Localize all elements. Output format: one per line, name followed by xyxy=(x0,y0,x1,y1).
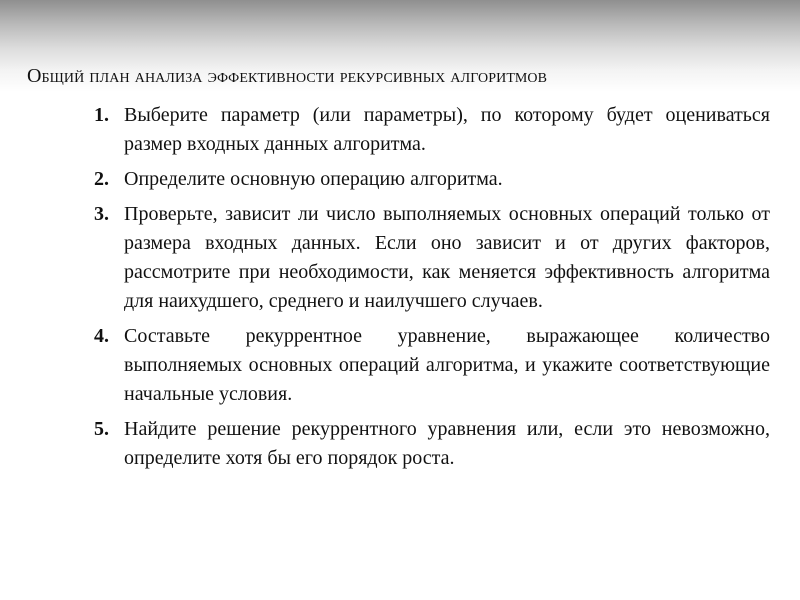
item-text: Составьте рекуррентное уравнение, выражающее количество выполняемых основных операций алгоритма, и укажите соответствующие начальные условия. xyxy=(124,325,770,405)
list-item xyxy=(94,200,770,316)
item-number: 2. xyxy=(94,168,109,190)
list-item xyxy=(94,415,770,473)
slide-title: Общий план анализа эффективности рекурсивных алгоритмов xyxy=(27,65,548,87)
item-text: Определите основную операцию алгоритма. xyxy=(124,168,503,190)
item-number: 4. xyxy=(94,325,109,347)
item-text: Выберите параметр (или параметры), по которому будет оцениваться размер входных данных алгоритма. xyxy=(124,104,770,155)
list-item xyxy=(94,101,770,159)
item-text: Найдите решение рекуррентного уравнения или, если это невозможно, определите хотя бы его порядок роста. xyxy=(124,418,770,469)
steps-list xyxy=(94,101,770,473)
item-number: 5. xyxy=(94,418,109,440)
item-number: 1. xyxy=(94,104,109,126)
item-text: Проверьте, зависит ли число выполняемых основных операций только от размера входных данных. Если оно зависит и от других факторов, рассмотрите при необходимости, как меняется эффективность алгоритма для наихудшего, среднего и наилучшего случаев. xyxy=(124,203,770,312)
list-item xyxy=(94,165,770,194)
item-number: 3. xyxy=(94,203,109,225)
list-item xyxy=(94,322,770,409)
